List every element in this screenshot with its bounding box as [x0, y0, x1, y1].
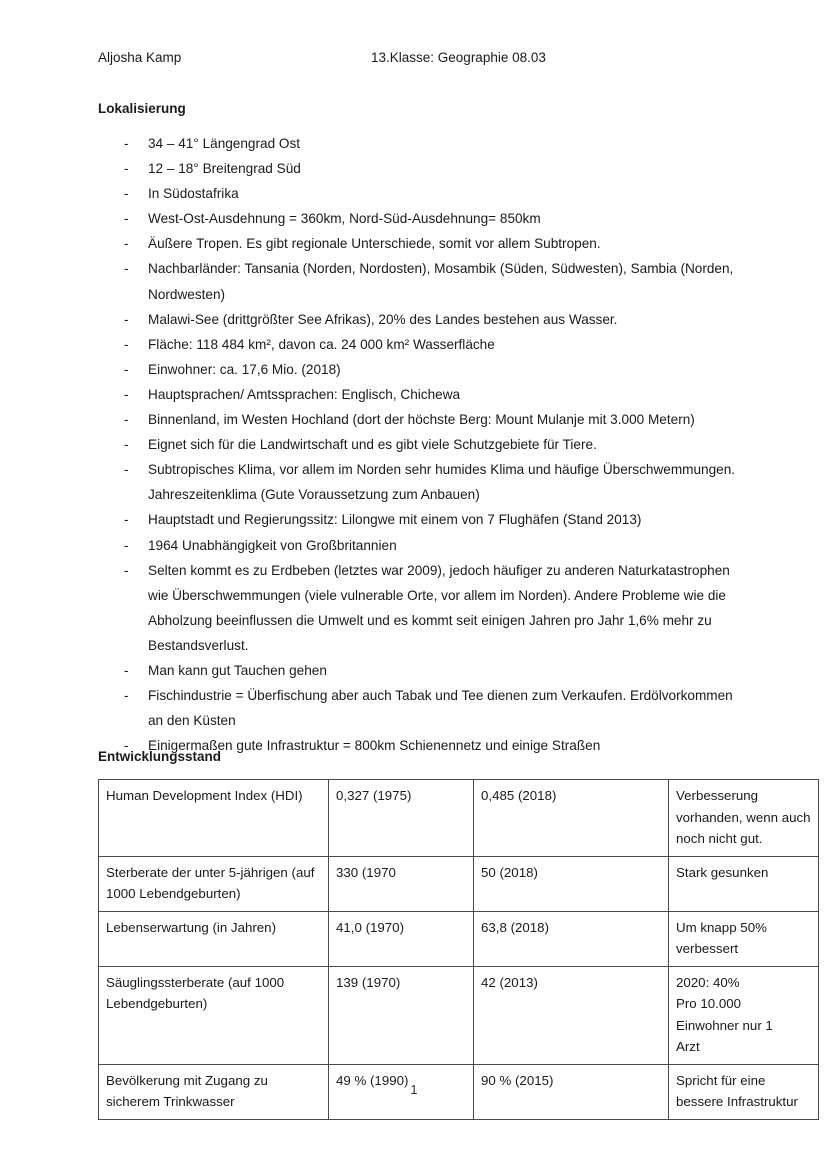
table-cell-late-value: 63,8 (2018): [474, 911, 669, 966]
list-item-text: Binnenland, im Westen Hochland (dort der höchste Berg: Mount Mulanje mit 3.000 Metern): [148, 412, 695, 428]
table-row: [99, 856, 819, 911]
list-item-text: Nachbarländer: Tansania (Norden, Nordosten), Mosambik (Süden, Südwesten), Sambia (Norden, Nordwesten): [148, 261, 734, 302]
list-item: [124, 533, 744, 558]
list-item-text: Einwohner: ca. 17,6 Mio. (2018): [148, 361, 341, 377]
bullet-marker: -: [124, 462, 129, 478]
list-item-text: Man kann gut Tauchen gehen: [148, 662, 327, 678]
section-heading-lokalisierung: Lokalisierung: [98, 101, 186, 116]
list-item-text: 1964 Unabhängigkeit von Großbritannien: [148, 537, 397, 553]
bullet-marker: -: [124, 261, 129, 277]
list-item: [124, 382, 744, 407]
table-cell-comment: [669, 966, 819, 1064]
table-cell-early-value: 330 (1970: [329, 856, 474, 911]
list-item: [124, 507, 744, 532]
list-item-text: In Südostafrika: [148, 186, 239, 202]
list-item-text: Hauptsprachen/ Amtssprachen: Englisch, Chichewa: [148, 386, 461, 402]
bullet-marker: -: [124, 161, 129, 177]
table-cell-early-value: 49 % (1990): [329, 1064, 474, 1119]
table-cell-label: Human Development Index (HDI): [99, 780, 329, 857]
entwicklungsstand-table: [98, 779, 819, 1120]
page-number: 1: [410, 1083, 418, 1097]
list-item-text: West-Ost-Ausdehnung = 360km, Nord-Süd-Ausdehnung= 850km: [148, 211, 541, 227]
bullet-marker: -: [124, 186, 129, 202]
table-cell-late-value: 0,485 (2018): [474, 780, 669, 857]
bullet-marker: -: [124, 136, 129, 151]
bullet-marker: -: [124, 562, 129, 578]
list-item: [124, 131, 744, 156]
list-item: [124, 231, 744, 256]
list-item: [124, 181, 744, 206]
list-item-text: Äußere Tropen. Es gibt regionale Unterschiede, somit vor allem Subtropen.: [148, 236, 601, 252]
table-cell-line: Einwohner nur 1: [676, 1017, 773, 1033]
list-item: [124, 658, 744, 683]
header-author: Aljosha Kamp: [98, 50, 182, 65]
table-cell-label: Sterberate der unter 5-jährigen (auf 1000 Lebendgeburten): [99, 856, 329, 911]
list-item-text: 12 – 18° Breitengrad Süd: [148, 161, 301, 177]
bullet-marker: -: [124, 688, 129, 704]
list-item-text: Hauptstadt und Regierungssitz: Lilongwe mit einem von 7 Flughäfen (Stand 2013): [148, 512, 642, 528]
table-row: [99, 966, 819, 1064]
table-row: [99, 911, 819, 966]
list-item: [124, 206, 744, 231]
table-cell-comment: Stark gesunken: [669, 856, 819, 911]
list-item-text: Fläche: 118 484 km², davon ca. 24 000 km² Wasserfläche: [148, 336, 495, 352]
bullet-marker: -: [124, 662, 129, 678]
table-cell-comment: Verbesserung vorhanden, wenn auch noch nicht gut.: [669, 780, 819, 857]
bullet-marker: -: [124, 512, 129, 528]
list-item-text: Fischindustrie = Überfischung aber auch Tabak und Tee dienen zum Verkaufen. Erdölvorkommen an den Küsten: [148, 688, 733, 729]
bullet-marker: -: [124, 361, 129, 377]
list-item: [124, 156, 744, 181]
bullet-marker: -: [124, 537, 129, 553]
table-cell-label: Bevölkerung mit Zugang zu sicherem Trinkwasser: [99, 1064, 329, 1119]
section-heading-entwicklungsstand: Entwicklungsstand: [98, 749, 222, 764]
bullet-marker: -: [124, 412, 129, 428]
table-cell-line: 2020: 40%: [676, 974, 740, 990]
list-item-text: Subtropisches Klima, vor allem im Norden sehr humides Klima und häufige Überschwemmungen. Jahreszeitenklima (Gute Voraussetzung zum Anbauen): [148, 462, 736, 503]
list-item: [124, 357, 744, 382]
list-item: [124, 256, 744, 306]
bullet-marker: -: [124, 211, 129, 227]
lokalisierung-bullet-list: [124, 131, 744, 758]
table-cell-late-value: 90 % (2015): [474, 1064, 669, 1119]
bullet-marker: -: [124, 236, 129, 252]
table-cell-late-value: 42 (2013): [474, 966, 669, 1064]
document-header: [98, 48, 730, 68]
table-cell-label: Säuglingssterberate (auf 1000 Lebendgeburten): [99, 966, 329, 1064]
list-item: [124, 558, 744, 658]
list-item-text: Selten kommt es zu Erdbeben (letztes war 2009), jedoch häufiger zu anderen Naturkatastrophen wie Überschwemmungen (viele vulnerable Orte, vor allem im Norden). Andere Probleme wie die Abholzung beeinflussen die Umwelt und es kommt seit einigen Jahren pro Jahr 1,6% mehr zu Bestandsverlust.: [148, 562, 730, 653]
table-cell-early-value: 139 (1970): [329, 966, 474, 1064]
list-item-text: 34 – 41° Längengrad Ost: [148, 136, 301, 151]
table-cell-line: Pro 10.000: [676, 996, 742, 1011]
list-item: [124, 307, 744, 332]
list-item: [124, 432, 744, 457]
table-cell-early-value: 0,327 (1975): [329, 780, 474, 857]
list-item: [124, 332, 744, 357]
table-row: [99, 780, 819, 857]
table-cell-line: Arzt: [676, 1039, 700, 1054]
bullet-marker: -: [124, 336, 129, 352]
bullet-marker: -: [124, 311, 129, 327]
table-cell-comment: Spricht für eine bessere Infrastruktur: [669, 1064, 819, 1119]
table-cell-late-value: 50 (2018): [474, 856, 669, 911]
bullet-marker: -: [124, 738, 129, 754]
list-item: [124, 457, 744, 507]
bullet-marker: -: [124, 386, 129, 402]
list-item-text: Eignet sich für die Landwirtschaft und es gibt viele Schutzgebiete für Tiere.: [148, 437, 597, 453]
table-cell-early-value: 41,0 (1970): [329, 911, 474, 966]
list-item: [124, 683, 744, 733]
list-item: [124, 407, 744, 432]
table-cell-comment: Um knapp 50% verbessert: [669, 911, 819, 966]
header-subject: 13.Klasse: Geographie 08.03: [371, 50, 546, 65]
list-item-text: Malawi-See (drittgrößter See Afrikas), 20% des Landes bestehen aus Wasser.: [148, 311, 618, 327]
list-item-text: Einigermaßen gute Infrastruktur = 800km Schienennetz und einige Straßen: [148, 738, 601, 754]
table-cell-label: Lebenserwartung (in Jahren): [99, 911, 329, 966]
bullet-marker: -: [124, 437, 129, 453]
